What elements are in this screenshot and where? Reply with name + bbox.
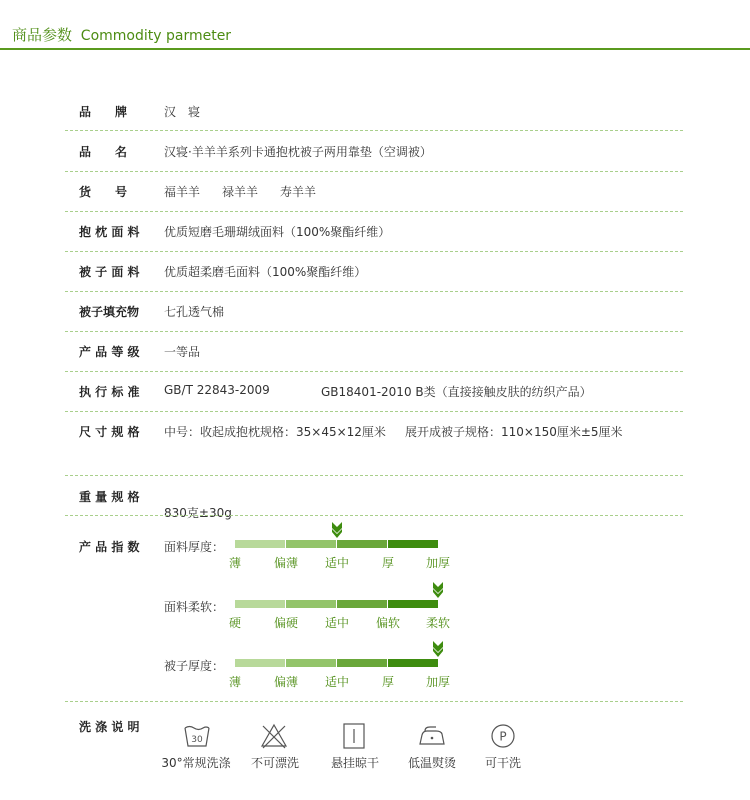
scale-marker-icon xyxy=(331,522,343,538)
scale-segment xyxy=(388,540,438,548)
no-bleach-icon xyxy=(259,722,289,750)
divider xyxy=(65,251,683,252)
size-value-1: 中号：收起成抱枕规格：35×45×12厘米 xyxy=(164,425,386,439)
divider xyxy=(65,171,683,172)
standard-value-2: GB18401-2010 B类（直接接触皮肤的纺织产品） xyxy=(321,385,592,399)
standard-label: 执 行 标 准 xyxy=(79,385,140,399)
product-name-label: 品 名 xyxy=(79,145,128,159)
scale-segment xyxy=(286,600,336,608)
scale-segment xyxy=(337,659,387,667)
dry-clean-icon-text: P xyxy=(499,729,507,744)
item-number-label: 货 号 xyxy=(79,185,128,199)
wash-30-icon-text: 30 xyxy=(191,735,203,745)
item-number-3: 寿羊羊 xyxy=(280,185,317,199)
grade-value: 一等品 xyxy=(164,345,201,359)
scale-tick-label: 加厚 xyxy=(425,556,451,570)
washing-label: 洗 涤 说 明 xyxy=(79,720,140,734)
scale-bar xyxy=(235,540,438,548)
size-value-2: 展开成被子规格：110×150厘米±5厘米 xyxy=(405,425,623,439)
scale-segment xyxy=(235,600,285,608)
section-title-en: Commodity parmeter xyxy=(80,28,232,44)
wash-label-5: 可干洗 xyxy=(484,756,522,770)
divider xyxy=(65,291,683,292)
standard-value-1: GB/T 22843-2009 xyxy=(164,383,270,397)
item-number-2: 禄羊羊 xyxy=(222,185,259,199)
scale-tick-label: 适中 xyxy=(324,556,350,570)
scale-tick-label: 厚 xyxy=(381,675,395,689)
product-index-label: 产 品 指 数 xyxy=(79,540,140,554)
hang-dry-icon xyxy=(339,722,369,750)
scale-tick-label: 硬 xyxy=(228,616,242,630)
weight-label: 重 量 规 格 xyxy=(79,490,140,504)
item-number-1: 福羊羊 xyxy=(164,185,201,199)
low-iron-icon xyxy=(417,722,447,750)
wash-label-3: 悬挂晾干 xyxy=(330,756,380,770)
product-name-value: 汉寝·羊羊羊系列卡通抱枕被子两用靠垫（空调被） xyxy=(164,145,432,159)
section-title-cn: 商品参数 xyxy=(12,26,73,44)
scale-marker-icon xyxy=(432,582,444,598)
dry-clean-icon xyxy=(488,722,518,750)
scale-tick-label: 加厚 xyxy=(425,675,451,689)
scale-tick-label: 薄 xyxy=(228,675,242,689)
scale-tick-label: 偏硬 xyxy=(273,616,299,630)
quilt-fabric-label: 被 子 面 料 xyxy=(79,265,140,279)
scale-name: 面料柔软： xyxy=(164,600,225,614)
divider xyxy=(65,130,683,131)
section-title xyxy=(12,24,231,45)
brand-value: 汉 寝 xyxy=(164,105,201,119)
scale-segment xyxy=(337,540,387,548)
quilt-fabric-value: 优质超柔磨毛面料（100%聚酯纤维） xyxy=(164,265,367,279)
divider xyxy=(65,371,683,372)
wash-30-icon xyxy=(182,722,212,750)
scale-tick-label: 适中 xyxy=(324,675,350,689)
divider xyxy=(65,701,683,702)
scale-bar xyxy=(235,600,438,608)
scale-segment xyxy=(388,659,438,667)
scale-segment xyxy=(337,600,387,608)
item-number-values xyxy=(164,183,316,200)
scale-segment xyxy=(286,659,336,667)
scale-tick-label: 厚 xyxy=(381,556,395,570)
divider xyxy=(65,411,683,412)
scale-tick-label: 偏软 xyxy=(375,616,401,630)
brand-label: 品 牌 xyxy=(79,105,128,119)
scale-marker-icon xyxy=(432,641,444,657)
scale-tick-label: 适中 xyxy=(324,616,350,630)
scale-name: 被子厚度： xyxy=(164,659,225,673)
pillow-fabric-label: 抱 枕 面 料 xyxy=(79,225,140,239)
wash-label-4: 低温熨烫 xyxy=(407,756,457,770)
pillow-fabric-value: 优质短磨毛珊瑚绒面料（100%聚酯纤维） xyxy=(164,225,391,239)
filling-label: 被子填充物 xyxy=(79,305,140,319)
filling-value: 七孔透气棉 xyxy=(164,305,225,319)
wash-label-1: 30°常规洗涤 xyxy=(161,756,231,770)
wash-label-2: 不可漂洗 xyxy=(250,756,300,770)
grade-label: 产 品 等 级 xyxy=(79,345,140,359)
scale-tick-label: 偏薄 xyxy=(273,556,299,570)
scale-name: 面料厚度： xyxy=(164,540,225,554)
scale-segment xyxy=(388,600,438,608)
scale-segment xyxy=(286,540,336,548)
divider xyxy=(65,331,683,332)
size-label: 尺 寸 规 格 xyxy=(79,425,140,439)
scale-tick-label: 薄 xyxy=(228,556,242,570)
scale-tick-label: 偏薄 xyxy=(273,675,299,689)
scale-tick-label: 柔软 xyxy=(425,616,451,630)
weight-value: 830克±30g xyxy=(164,506,232,520)
divider xyxy=(65,211,683,212)
scale-bar xyxy=(235,659,438,667)
scale-segment xyxy=(235,540,285,548)
scale-segment xyxy=(235,659,285,667)
divider xyxy=(65,515,683,516)
divider xyxy=(65,475,683,476)
page-header xyxy=(0,0,750,50)
